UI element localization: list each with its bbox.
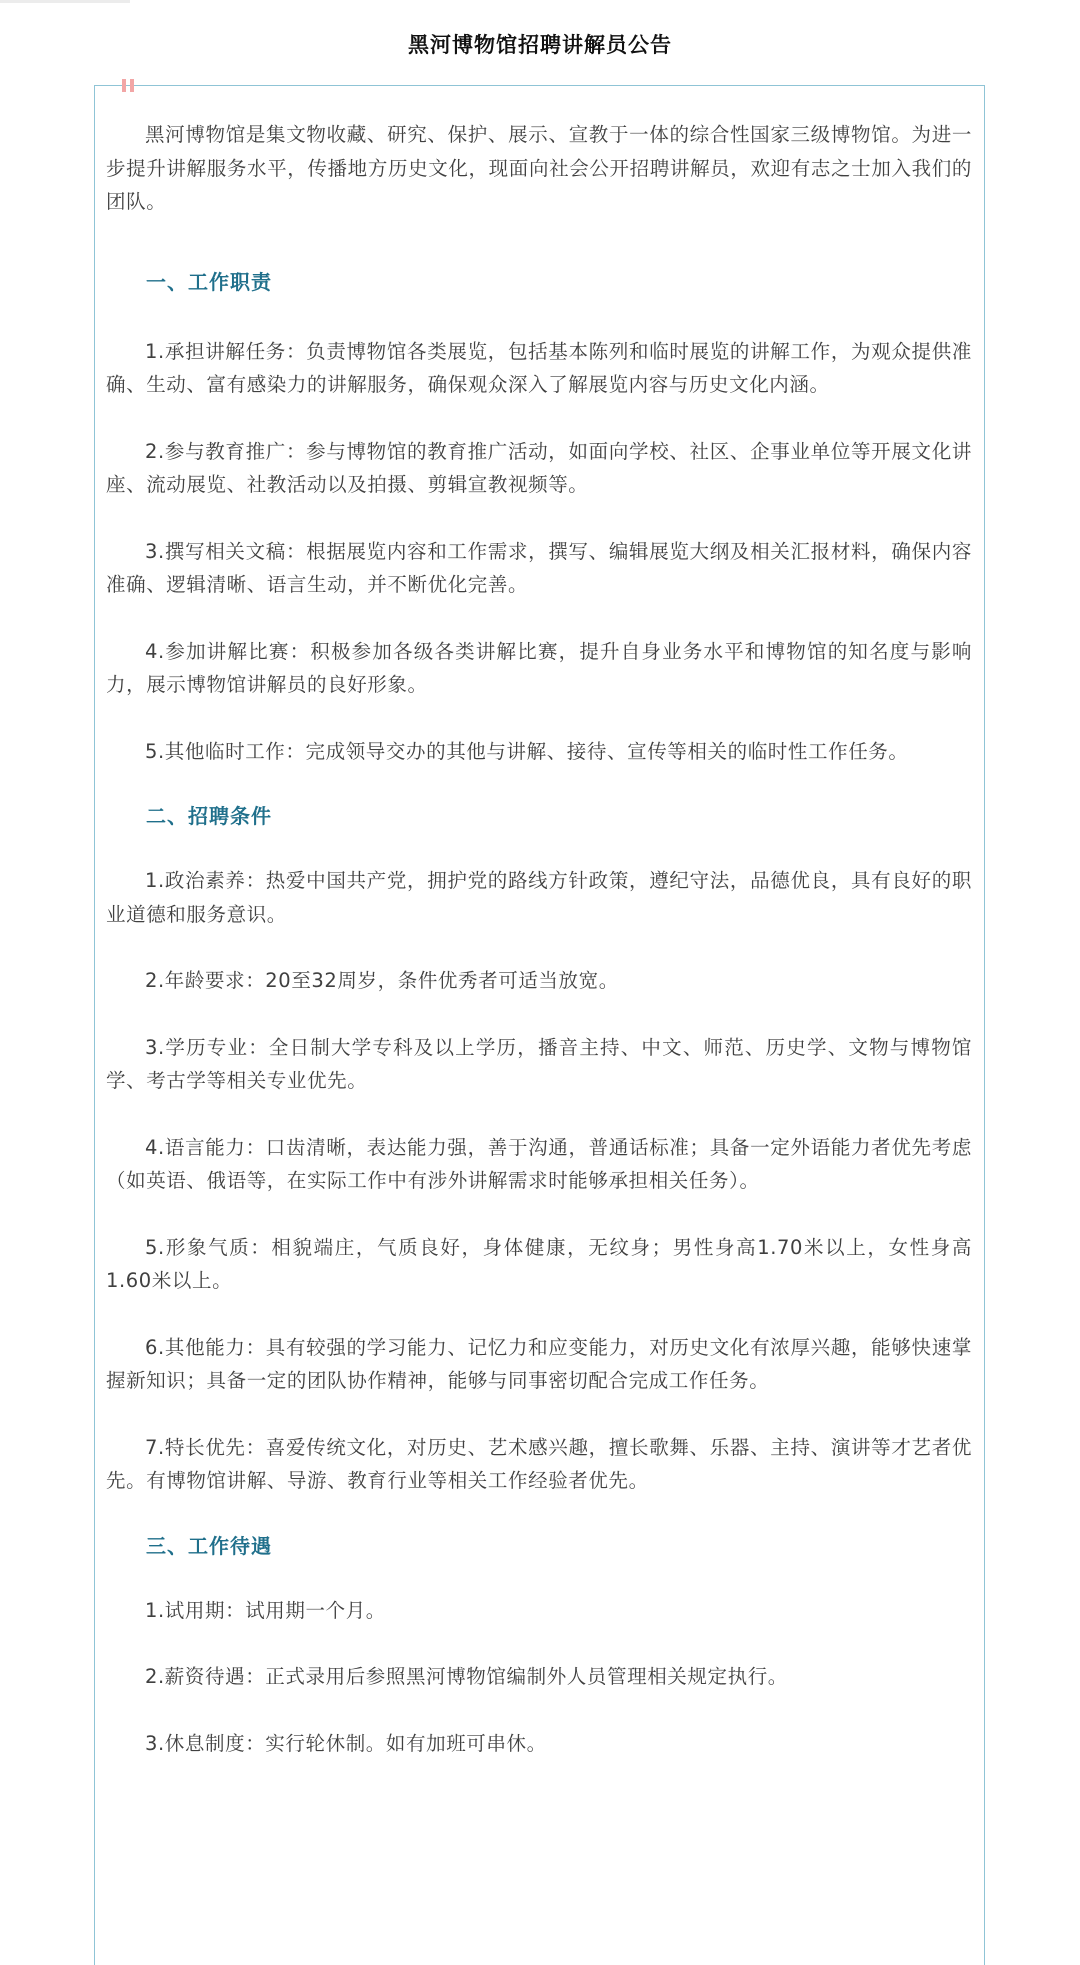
section-heading-benefits: 三、工作待遇 bbox=[146, 1533, 272, 1558]
requirement-item-1: 1.政治素养：热爱中国共产党，拥护党的路线方针政策，遵纪守法，品德优良，具有良好的职业道德和服务意识。 bbox=[106, 869, 972, 926]
duty-item-1: 1.承担讲解任务：负责博物馆各类展览，包括基本陈列和临时展览的讲解工作，为观众提供准确、生动、富有感染力的讲解服务，确保观众深入了解展览内容与历史文化内涵。 bbox=[106, 339, 972, 396]
section-heading-requirements: 二、招聘条件 bbox=[146, 804, 272, 828]
benefit-item-3: 3.休息制度：实行轮休制。如有加班可串休。 bbox=[145, 1731, 547, 1755]
duty-item-3: 3.撰写相关文稿：根据展览内容和工作需求，撰写、编辑展览大纲及相关汇报材料，确保内容准确、逻辑清晰、语言生动，并不断优化完善。 bbox=[106, 539, 972, 596]
requirement-item-4: 4.语言能力：口齿清晰，表达能力强，善于沟通，普通话标准；具备一定外语能力者优先考虑（如英语、俄语等，在实际工作中有涉外讲解需求时能够承担相关任务）。 bbox=[106, 1135, 972, 1192]
panel-corner-mark bbox=[122, 79, 137, 92]
article-content bbox=[106, 118, 972, 1760]
requirement-item-2: 2.年龄要求：20至32周岁，条件优秀者可适当放宽。 bbox=[145, 969, 619, 992]
requirement-item-3: 3.学历专业：全日制大学专科及以上学历，播音主持、中文、师范、历史学、文物与博物馆学、考古学等相关专业优先。 bbox=[106, 1035, 972, 1092]
page-title: 黑河博物馆招聘讲解员公告 bbox=[408, 33, 672, 57]
top-strip bbox=[0, 0, 130, 3]
duty-item-5: 5.其他临时工作：完成领导交办的其他与讲解、接待、宣传等相关的临时性工作任务。 bbox=[145, 739, 909, 763]
benefit-item-1: 1.试用期：试用期一个月。 bbox=[145, 1598, 386, 1622]
intro-paragraph: 黑河博物馆是集文物收藏、研究、保护、展示、宣教于一体的综合性国家三级博物馆。为进一步提升讲解服务水平，传播地方历史文化，现面向社会公开招聘讲解员，欢迎有志之士加入我们的团队。 bbox=[106, 123, 972, 213]
requirement-item-5: 5.形象气质：相貌端庄，气质良好，身体健康，无纹身；男性身高1.70米以上，女性身高1.60米以上。 bbox=[106, 1235, 972, 1292]
duty-item-4: 4.参加讲解比赛：积极参加各级各类讲解比赛，提升自身业务水平和博物馆的知名度与影响力，展示博物馆讲解员的良好形象。 bbox=[106, 639, 972, 696]
section-heading-duties: 一、工作职责 bbox=[146, 269, 272, 294]
duty-item-2: 2.参与教育推广：参与博物馆的教育推广活动，如面向学校、社区、企事业单位等开展文化讲座、流动展览、社教活动以及拍摄、剪辑宣教视频等。 bbox=[106, 439, 972, 496]
requirement-item-6: 6.其他能力：具有较强的学习能力、记忆力和应变能力，对历史文化有浓厚兴趣，能够快速掌握新知识；具备一定的团队协作精神，能够与同事密切配合完成工作任务。 bbox=[106, 1335, 972, 1392]
benefit-item-2: 2.薪资待遇：正式录用后参照黑河博物馆编制外人员管理相关规定执行。 bbox=[145, 1665, 788, 1688]
requirement-item-7: 7.特长优先：喜爱传统文化，对历史、艺术感兴趣，擅长歌舞、乐器、主持、演讲等才艺者优先。有博物馆讲解、导游、教育行业等相关工作经验者优先。 bbox=[106, 1435, 972, 1492]
